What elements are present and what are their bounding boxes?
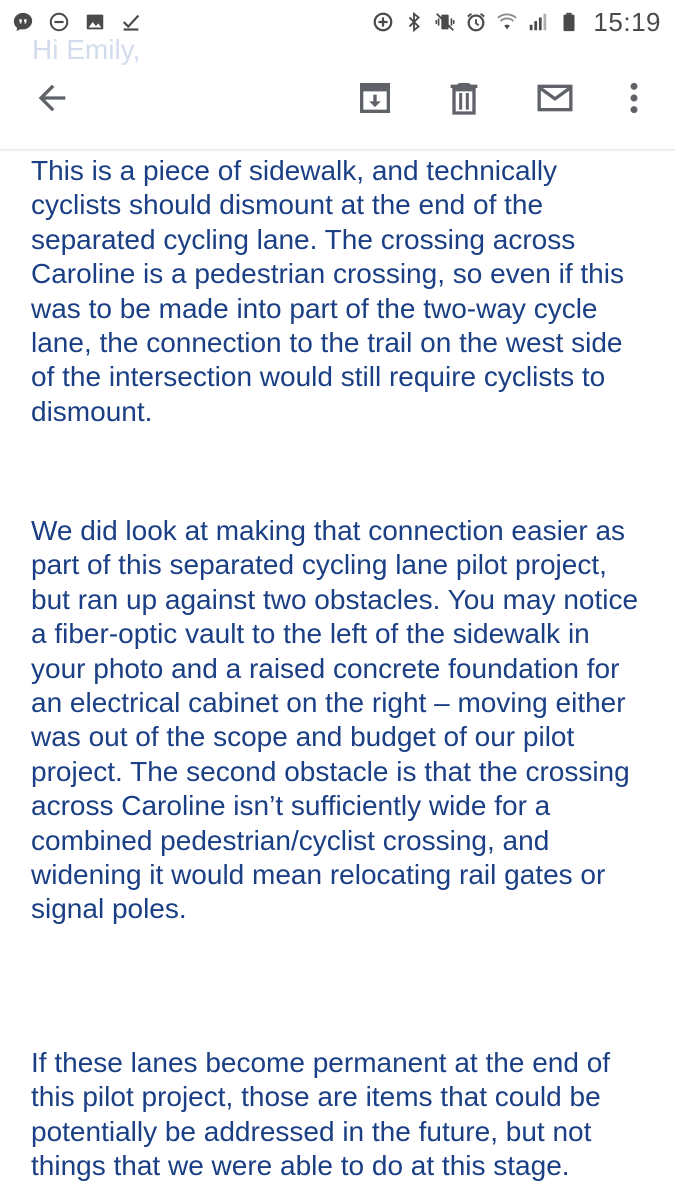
- download-done-icon: [120, 11, 142, 33]
- mark-unread-icon: [535, 78, 575, 118]
- data-saver-icon: [372, 11, 394, 33]
- back-arrow-icon: [32, 78, 72, 118]
- image-icon: [84, 11, 106, 33]
- back-button[interactable]: [20, 52, 84, 144]
- email-paragraph: We did look at making that connection easier as part of this separated cycling lane pilot project, but ran up against two obstacles. You may notice a fiber-optic vault to the left of the sidewalk in your photo and a raised concrete foundation for an electrical cabinet on the right – moving either was out of the scope and budget of our pilot project. The second obstacle is that the crossing across Caroline isn’t sufficiently wide for a combined pedestrian/cyclist crossing, and widening it would mean relocating rail gates or signal poles.: [31, 515, 639, 925]
- wifi-icon: [496, 11, 518, 33]
- archive-button[interactable]: [343, 52, 407, 144]
- battery-icon: [558, 11, 580, 33]
- mark-unread-button[interactable]: [523, 52, 587, 144]
- chat-bubble-icon: [12, 11, 34, 33]
- archive-icon: [355, 78, 395, 118]
- status-time: 15:19: [593, 6, 661, 37]
- alarm-icon: [465, 11, 487, 33]
- more-vert-icon: [614, 78, 654, 118]
- delete-icon: [444, 78, 484, 118]
- status-bar-left: [0, 11, 142, 33]
- bluetooth-icon: [403, 11, 425, 33]
- delete-button[interactable]: [432, 52, 496, 144]
- status-bar-right: [372, 7, 675, 38]
- do-not-disturb-icon: [48, 11, 70, 33]
- email-toolbar: [0, 52, 675, 144]
- email-paragraph: This is a piece of sidewalk, and technically cyclists should dismount at the end of the separated cycling lane. The crossing across Caroline is a pedestrian crossing, so even if this was to be made into part of the two-way cycle lane, the connection to the trail on the west side of the intersection would still require cyclists to dismount.: [31, 155, 624, 427]
- greeting-text: Hi Emily,: [32, 34, 141, 65]
- vibrate-icon: [434, 11, 456, 33]
- toolbar-divider: [0, 149, 675, 152]
- signal-icon: [527, 11, 549, 33]
- email-paragraph: If these lanes become permanent at the end of this pilot project, those are items that could be potentially be addressed in the future, but not things that we were able to do at this stage.: [31, 1047, 611, 1182]
- more-options-button[interactable]: [602, 52, 666, 144]
